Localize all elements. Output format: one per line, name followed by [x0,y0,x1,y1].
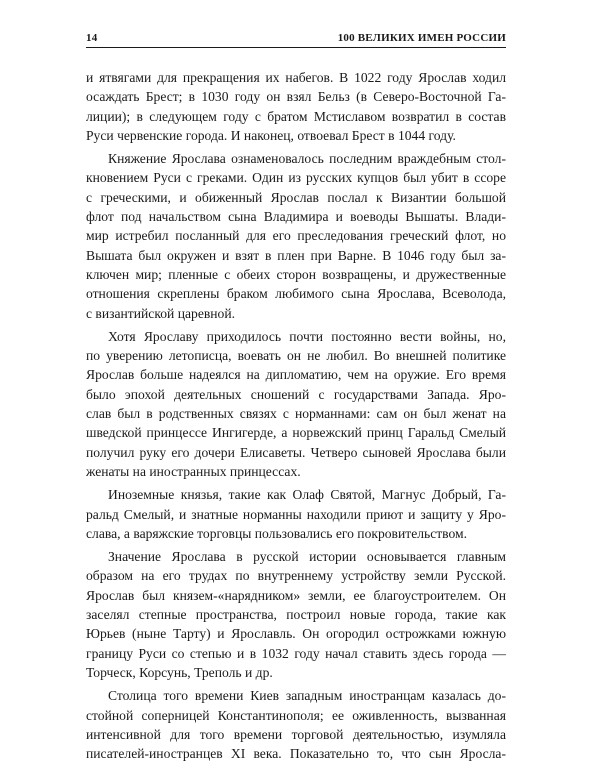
text-line: ключен мир; пленные с обеих сторон возвращены, и дружественные [86,266,506,282]
text-line: границу Руси со степью и в 1032 году начал ставить здесь города — [86,645,506,661]
text-line: слава, а варяжские торговцы пользовались его покровительством. [86,525,468,541]
paragraph [86,149,506,323]
text-line: Вышата был окружен и взят в плен при Варне. В 1046 году был за- [86,247,506,263]
text-line: осаждать Брест; в 1030 году он взял Бельз (в Северо-Восточной Га- [86,89,506,105]
text-line: шведской принцессе Ингигерде, а норвежский принц Гаральд Смелый [86,425,506,441]
text-line: и ятвягами для прекращения их набегов. В 1022 году Ярослав ходил [86,70,506,85]
paragraph [86,547,506,682]
text-line: Ярослав был князем-«нарядником» земли, ее благоустроителем. Он [86,587,506,603]
text-line: кновением Руси с греками. Один из русских купцов был убит в ссоре [86,170,506,186]
text-line: Юрьев (ныне Тарту) и Ярославль. Он огородил острожками южную [86,626,506,642]
text-line: с византийской царевной. [86,305,236,321]
text-line: стойной соперницей Константинополя; ее оживленность, вызванная [86,707,506,723]
text-line: было эпохой деятельных сношений с государствами Запада. Яро- [86,386,506,402]
text-line: Иноземные князья, такие как Олаф Святой, Магнус Добрый, Га- [108,487,506,503]
page-number: 14 [86,32,98,44]
text-line: образом на его трудах по внутреннему устройству земли Русской. [86,568,506,584]
text-line: слав был в родственных связях с норманнами: сам он был женат на [86,406,506,422]
paragraph [86,327,506,481]
paragraph [86,485,506,543]
text-line: Столица того времени Киев западным иностранцам казалась до- [108,688,506,704]
book-page [86,32,506,767]
text-line: Руси червенские города. И наконец, отвоевал Брест в 1044 году. [86,127,456,143]
text-line: ральд Смелый, и знатные норманны находили приют и защиту у Яро- [86,506,506,522]
text-line: флот под начальством сына Владимира и воеводы Вышаты. Влади- [86,209,506,225]
paragraph [86,68,506,145]
text-line: Торческ, Корсунь, Треполь и др. [86,664,273,680]
text-line: лиции); в следующем году с братом Мстиславом возвратил в состав [86,108,506,124]
text-line: мир истребил посланный для его преследования греческий флот, но [86,228,506,244]
text-line: заселял степные пространства, построил новые города, такие как [86,607,506,623]
text-line: интенсивной для того времени торговой деятельностью, изумляла [86,726,506,742]
text-line: Хотя Ярославу приходилось почти постоянно вести войны, но, [108,328,506,344]
text-line: по уверению летописца, воевать он не любил. Во внешней политике [86,348,506,364]
text-line: писателей-иностранцев XI века. Показательно то, что сын Яросла- [86,746,506,762]
text-line: отношения скреплены браком любимого сына Ярослава, Всеволода, [86,286,506,302]
text-line: Ярослав больше надеялся на дипломатию, чем на оружие. Его время [86,367,506,383]
running-title: 100 ВЕЛИКИХ ИМЕН РОССИИ [337,32,506,44]
paragraph [86,686,506,763]
body-text [86,68,506,763]
text-line: Княжение Ярослава ознаменовалось последним враждебным стол- [108,151,506,167]
text-line: получил руку его дочери Елисаветы. Четверо сыновей Ярослава были [86,444,506,460]
text-line: женаты на иностранных принцессах. [86,463,301,479]
running-header [86,32,506,48]
text-line: с греческими, и обиженный Ярослав послал к Византии большой [86,189,506,205]
text-line: Значение Ярослава в русской истории основывается главным [108,549,506,565]
